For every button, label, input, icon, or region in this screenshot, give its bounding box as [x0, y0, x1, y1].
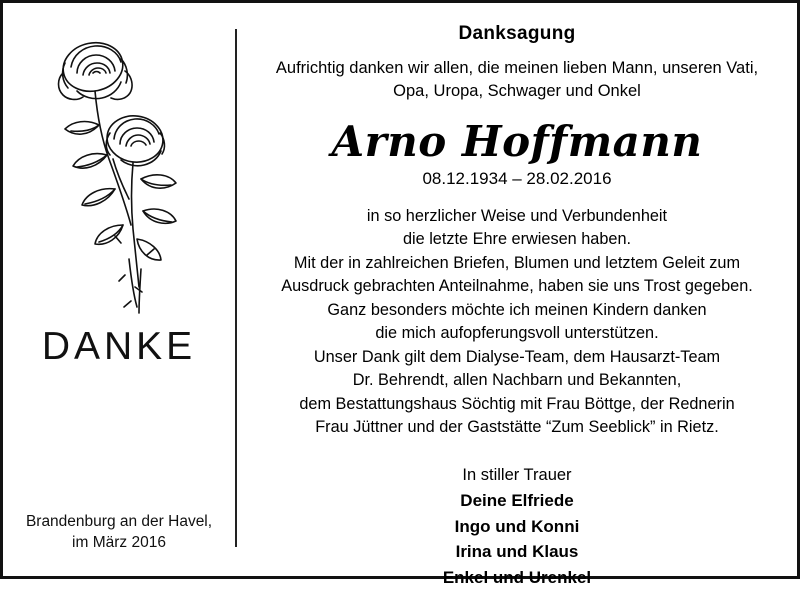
- place-and-date: [3, 512, 235, 554]
- intro-line-1: Aufrichtig danken wir allen, die meinen lieben Mann,: [275, 59, 658, 77]
- deceased-name: Arno Hoffmann: [331, 116, 703, 166]
- thanks-word: DANKE: [41, 325, 197, 368]
- body-line-3: Mit der in zahlreichen Briefen, Blumen und letztem Geleit zum: [293, 253, 741, 272]
- body-line-10: Frau Jüttner und der Gaststätte “Zum Seeblick” in Rietz.: [315, 417, 719, 436]
- body-line-8: Dr. Behrendt, allen Nachbarn und Bekannten,: [352, 371, 682, 390]
- family-line-2: Ingo und Konni: [454, 516, 580, 536]
- ornament-column: [3, 3, 235, 576]
- life-dates: 08.12.1934 – 28.02.2016: [422, 168, 612, 188]
- closing-block: [443, 463, 591, 590]
- body-line-4: Ausdruck gebrachten Anteilnahme, haben sie uns Trost gegeben.: [281, 277, 753, 296]
- intro-line-2: unseren Vati, Opa, Uropa, Schwager und Onkel: [393, 59, 759, 101]
- family-line-3: Irina und Klaus: [455, 542, 579, 562]
- body-line-7: Unser Dank gilt dem Dialyse-Team, dem Hausarzt-Team: [313, 347, 721, 366]
- page-title: Danksagung: [458, 23, 576, 44]
- place-line-2: im März 2016: [72, 534, 166, 552]
- family-line-4: Enkel und Urenkel: [442, 567, 592, 587]
- body-line-5: Ganz besonders möchte ich meinen Kindern danken: [327, 300, 707, 319]
- intro-text: [261, 57, 773, 104]
- body-line-6: die mich aufopferungsvoll unterstützen.: [375, 324, 659, 343]
- body-line-9: dem Bestattungshaus Söchtig mit Frau Böttge, der Rednerin: [299, 394, 735, 413]
- rose-illustration: [29, 29, 209, 319]
- place-line-1: Brandenburg an der Havel,: [25, 513, 213, 531]
- body-text: [281, 205, 753, 440]
- family-line-1: Deine Elfriede: [460, 491, 574, 511]
- closing-lead: In stiller Trauer: [462, 466, 572, 485]
- body-line-2: die letzte Ehre erwiesen haben.: [402, 230, 632, 249]
- rose-icon: [29, 29, 209, 319]
- text-column: [237, 3, 797, 587]
- body-line-1: in so herzlicher Weise und Verbundenheit: [366, 206, 668, 225]
